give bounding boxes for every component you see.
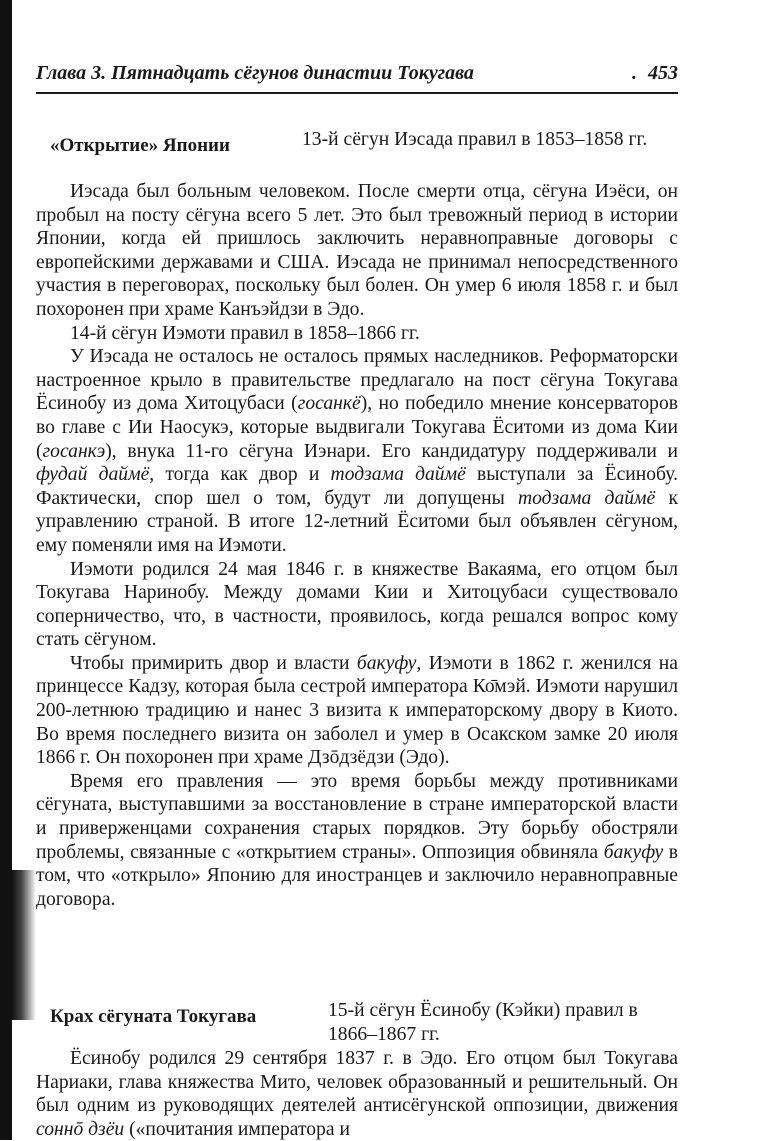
- header-dot: .: [632, 62, 637, 84]
- paragraph: У Иэсада не осталось не осталось прямых наследников. Реформаторски настроенное крыло в правительстве предлагало на пост сёгуна Токугава Ёсинобу из дома Хитоцубаси (госанкё), но победило мнение консерваторов во главе с Ии Наосукэ, которые выдвигали Токугава Ёситоми из дома Кии (госанкэ), внука 11-го сёгуна Иэнари. Его кандидатуру поддерживали и фудай даймё, тогда как двор и тодзама даймё выступали за Ёсинобу. Фактически, спор шел о том, будут ли допущены тодзама даймё к управлению страной. В итоге 12-летний Ёситоми был объявлен сёгуном, ему поменяли имя на Иэмоти.: [36, 346, 678, 556]
- paragraph: Иэмоти родился 24 мая 1846 г. в княжестве Вакаяма, его отцом был Токугава Наринобу. Между домами Кии и Хитоцубаси существовало соперничество, что, в частности, проявилось, когда решался вопрос кому стать сёгуном.: [36, 558, 678, 651]
- section-title: Крах сёгуната Токугава: [50, 1006, 257, 1027]
- page-binding-edge: [0, 0, 12, 1140]
- paragraph: Чтобы примирить двор и власти бакуфу, Иэмоти в 1862 г. женился на принцессе Кадзу, которая была сестрой императора Ко̄мэй. Иэмоти нарушил 200-летнюю традицию и нанес 3 визита к императорскому двору в Киото. Во время последнего визита он заболел и умер в Осакском замке 20 июля 1866 г. Он похоронен при храме Дзōдзёдзи (Эдо).: [36, 652, 678, 769]
- section-lead: 13-й сёгун Иэсада правил в 1853–1858 гг.: [302, 129, 648, 150]
- running-header: [36, 60, 678, 94]
- paragraph: Время его правления — это время борьбы между противниками сёгуната, выступавшими за восстановление в стране императорской власти и приверженцами сохранения старых порядков. Эту борьбу обостряли проблемы, связанные с «открытием страны». Оппозиция обвиняла бакуфу в том, что «открыло» Японию для иностранцев и заключило неравноправные договора.: [36, 770, 679, 910]
- page-binding-shadow: [12, 870, 36, 1020]
- section-lead: 15-й сёгун Ёсинобу (Кэйки) правил в 1866–1867 гг.: [328, 1000, 638, 1045]
- section-title: «Открытие» Японии: [50, 135, 230, 156]
- paragraph: Ёсинобу родился 29 сентября 1837 г. в Эдо. Его отцом был Токугава Нариаки, глава княжества Мито, человек образованный и решительный. Он был одним из руководящих деятелей антисёгунской оппозиции, движения соннō дзёи («почитания императора и: [36, 1048, 678, 1140]
- section-heading-collapse: [36, 999, 678, 1049]
- paragraph: 14-й сёгун Иэмоти правил в 1858–1866 гг.: [70, 322, 420, 344]
- paragraph: Иэсада был больным человеком. После смерти отца, сёгуна Иэёси, он пробыл на посту сёгуна всего 5 лет. Это был тревожный период в истории Японии, когда ей пришлось заключить неравноправные договоры с европейскими державами и США. Иэсада не принимал непосредственного участия в переговорах, поскольку был болен. Он умер 6 июля 1858 г. и был похоронен при храме Канъэйдзи в Эдо.: [36, 181, 678, 320]
- page-number: 453: [648, 62, 678, 84]
- body-text-2: [36, 1047, 678, 1141]
- section-heading-opening: [36, 128, 678, 178]
- body-text-1: [36, 180, 678, 911]
- chapter-title: Глава 3. Пятнадцать сёгунов династии Токугава: [36, 62, 474, 84]
